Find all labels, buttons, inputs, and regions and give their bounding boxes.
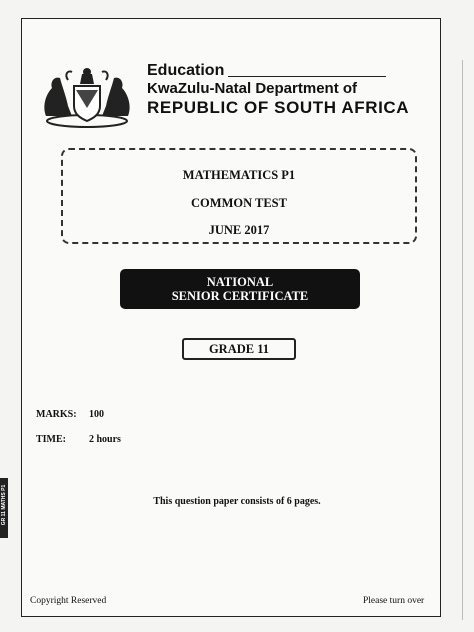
time-label: TIME:	[36, 434, 66, 445]
certificate-line2: SENIOR CERTIFICATE	[171, 289, 309, 303]
subject-title: MATHEMATICS P1	[182, 168, 296, 182]
department-header	[147, 62, 409, 118]
grade-box: GRADE 11	[182, 338, 296, 360]
page-edge-shadow	[462, 60, 463, 620]
title-box	[61, 148, 417, 244]
time-value: 2 hours	[89, 434, 121, 445]
header-rule	[228, 76, 386, 77]
header-line-republic: REPUBLIC OF SOUTH AFRICA	[147, 98, 410, 117]
marks-label: MARKS:	[36, 409, 77, 420]
pages-note: This question paper consists of 6 pages.	[153, 496, 321, 507]
certificate-line1: NATIONAL	[206, 275, 274, 289]
test-date: JUNE 2017	[208, 223, 270, 237]
side-tab-label: GR 11 MATHS P1	[1, 484, 7, 526]
turn-over-text: Please turn over	[363, 596, 425, 606]
header-line-department: KwaZulu-Natal Department of	[147, 80, 358, 97]
coat-of-arms-icon	[38, 66, 136, 130]
copyright-text: Copyright Reserved	[30, 596, 107, 606]
marks-value: 100	[89, 409, 104, 420]
test-type: COMMON TEST	[191, 196, 287, 210]
header-line-education: Education	[147, 62, 225, 79]
certificate-banner	[120, 269, 360, 309]
